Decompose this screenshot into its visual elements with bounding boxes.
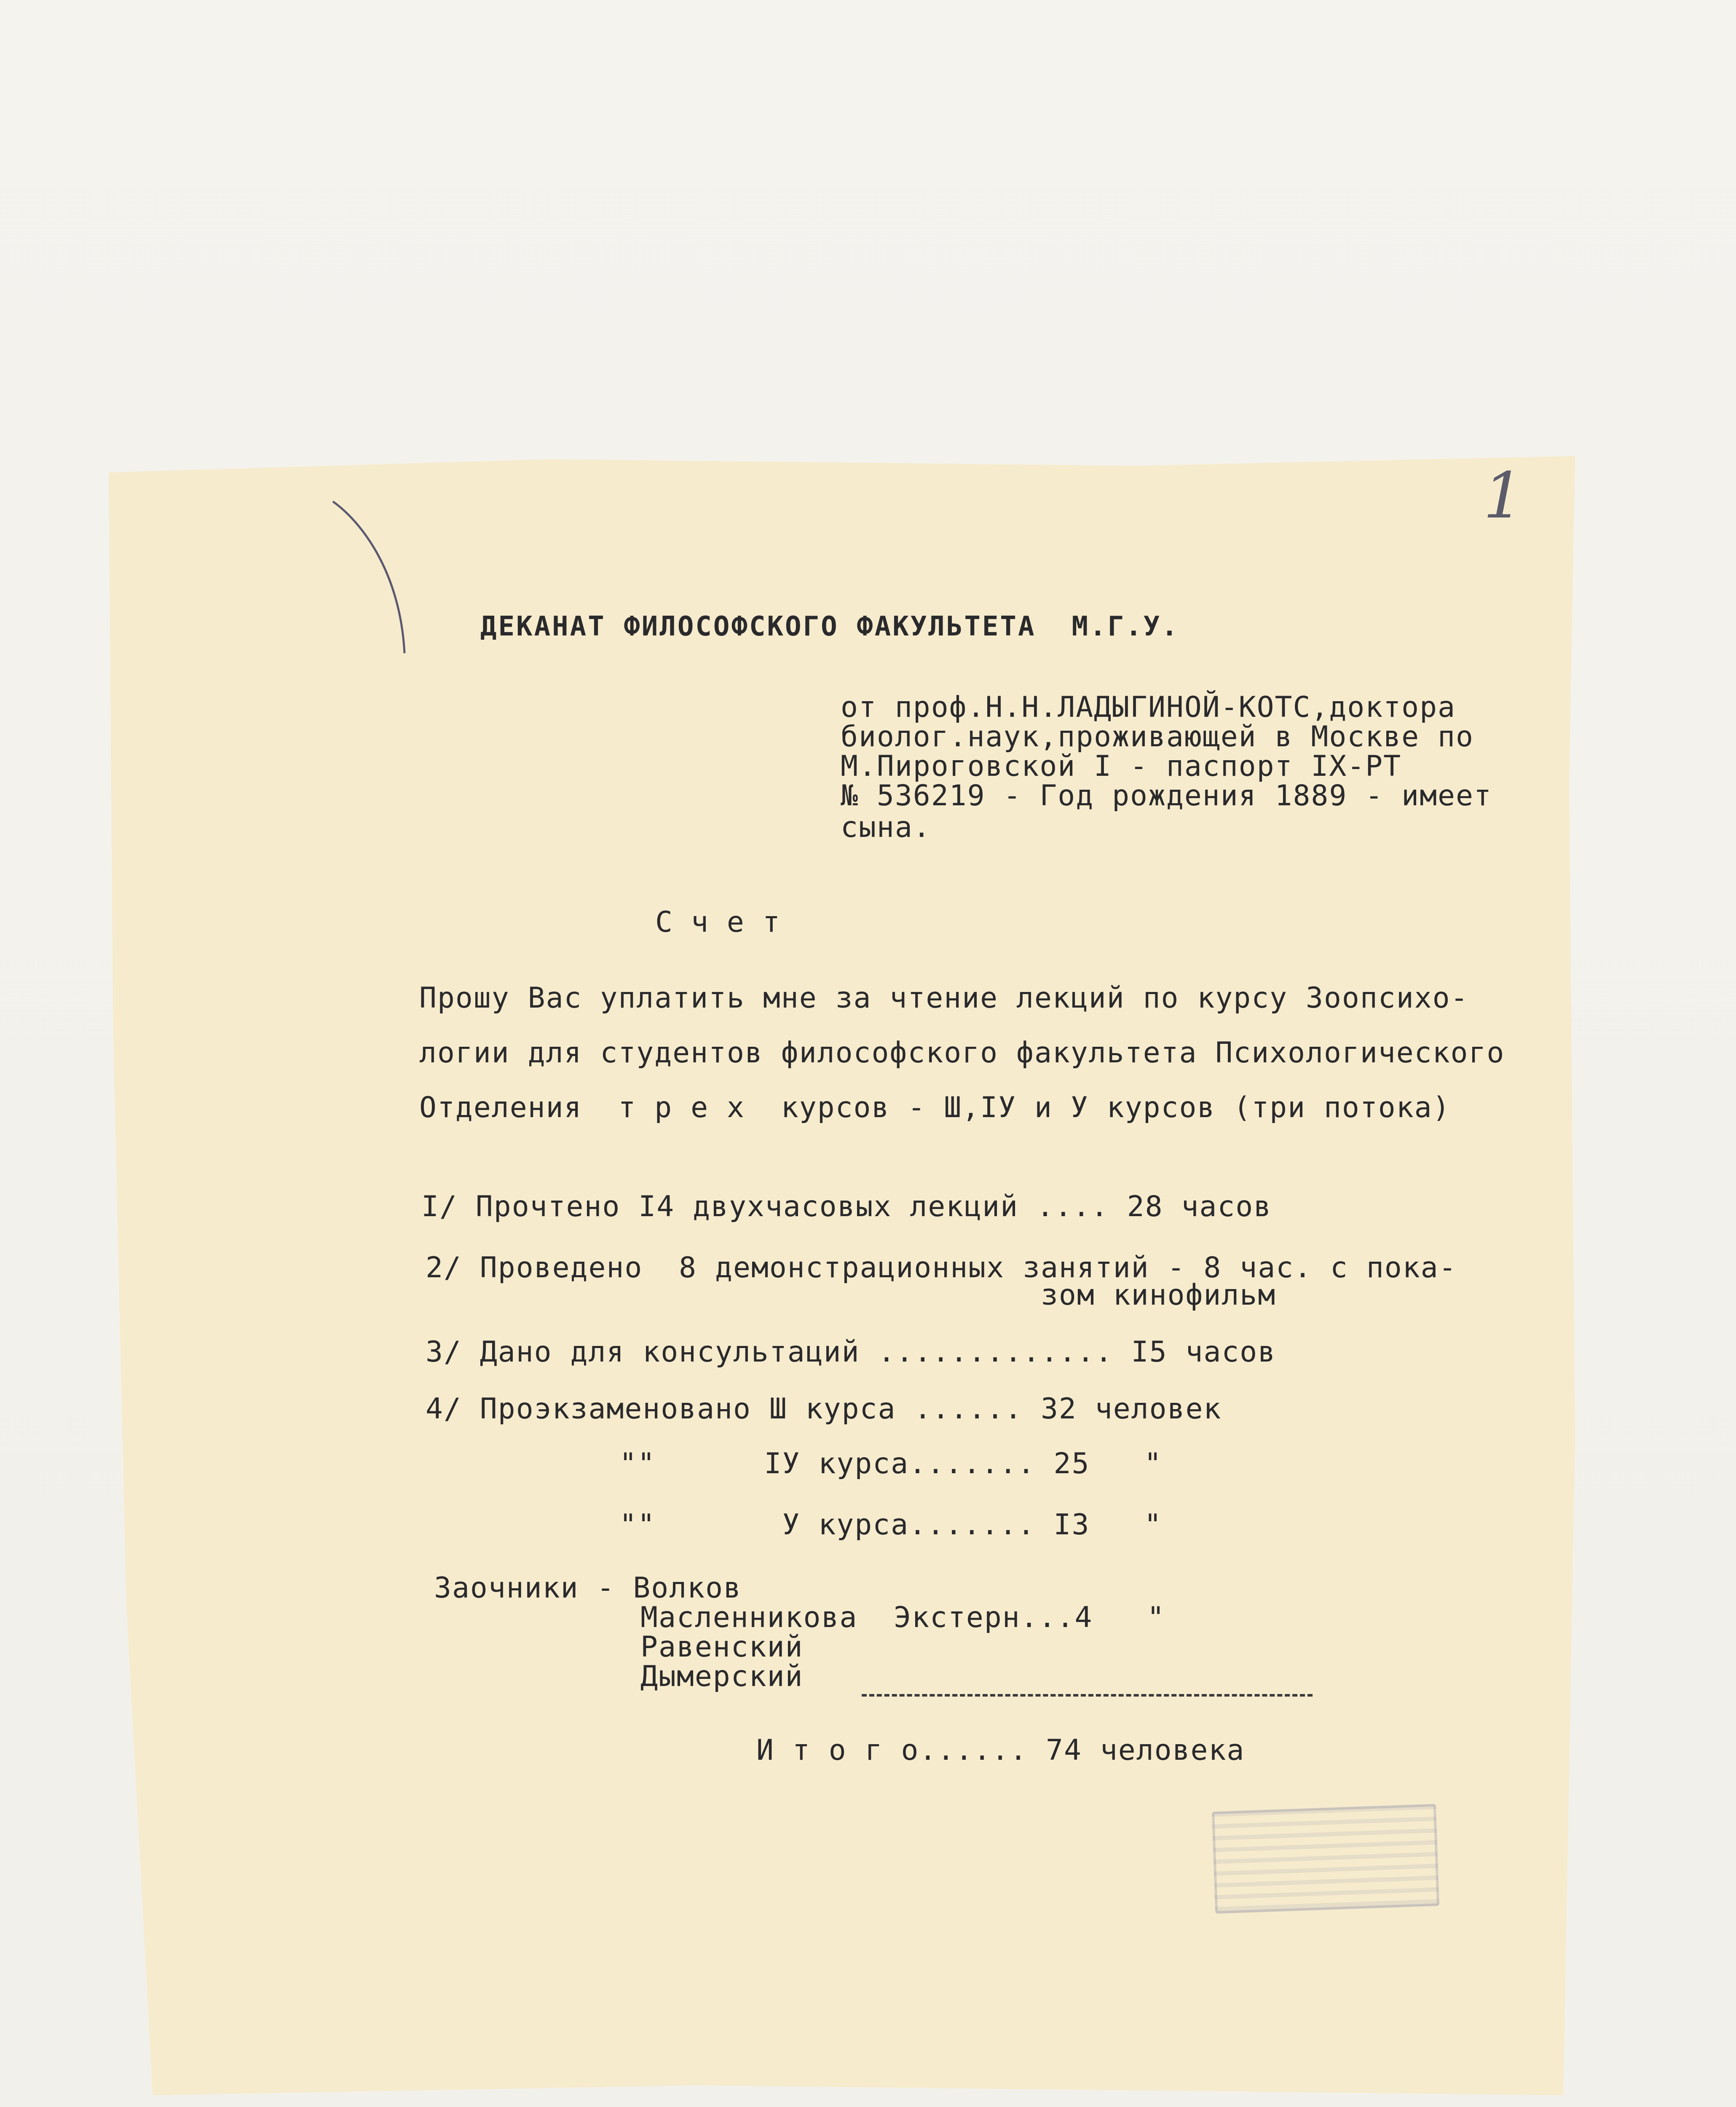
total-separator-line <box>862 1694 1313 1697</box>
pen-stroke-mark <box>329 497 413 657</box>
correspondence-line-2: Равенский <box>640 1630 804 1664</box>
body-line-2: логии для студентов философского факультета Психологичеcкого <box>419 1036 1505 1070</box>
sender-line-1: от проф.Н.Н.ЛАДЫГИНОЙ-КОТС,доктора <box>841 691 1456 724</box>
body-line-3: Отделения т р е х курсов - Ш,IУ и У курсов (три потока) <box>419 1091 1451 1124</box>
archive-stamp <box>1212 1804 1439 1914</box>
item-demonstrations: 2/ Проведено 8 демонстрационных занятий - 8 час. с пока- <box>426 1251 1457 1284</box>
item-exams-course-4: "" IУ курса....... 25 " <box>619 1447 1163 1480</box>
correspondence-line-1: Масленникова Экстерн...4 " <box>640 1601 1165 1634</box>
sender-line-4: № 536219 - Год рождения 1889 - имеет <box>841 779 1492 812</box>
folio-number: 1 <box>1483 459 1524 533</box>
item-consultations: 3/ Дано для консультаций ............. I5 часов <box>426 1335 1276 1369</box>
sender-line-3: М.Пироговской I - паспорт IX-РТ <box>841 750 1402 783</box>
correspondence-label: Заочники - Волков <box>434 1571 742 1605</box>
body-line-1: Прошу Вас уплатить мне за чтение лекций по курсу Зоопсихо- <box>419 981 1469 1015</box>
item-lectures: I/ Прочтено I4 двухчасовых лекций .... 28 часов <box>421 1190 1272 1223</box>
dean-office-heading: ДЕКАНАТ ФИЛОСОФСКОГО ФАКУЛЬТЕТА М.Г.У. <box>480 611 1179 642</box>
total-line: И т о г о...... 74 человека <box>756 1734 1245 1767</box>
document-title: Счет <box>655 906 798 939</box>
sender-line-5: сына. <box>841 811 931 844</box>
item-demonstrations-cont: зом кинофильм <box>426 1279 1276 1312</box>
correspondence-line-3: Дымерский <box>640 1660 804 1693</box>
item-exams-course-5: "" У курса....... I3 " <box>619 1508 1163 1541</box>
sender-line-2: биолог.наук,проживающей в Москве по <box>841 720 1474 753</box>
item-exams-course-3: 4/ Проэкзаменовано Ш курса ...... 32 человек <box>426 1392 1222 1426</box>
